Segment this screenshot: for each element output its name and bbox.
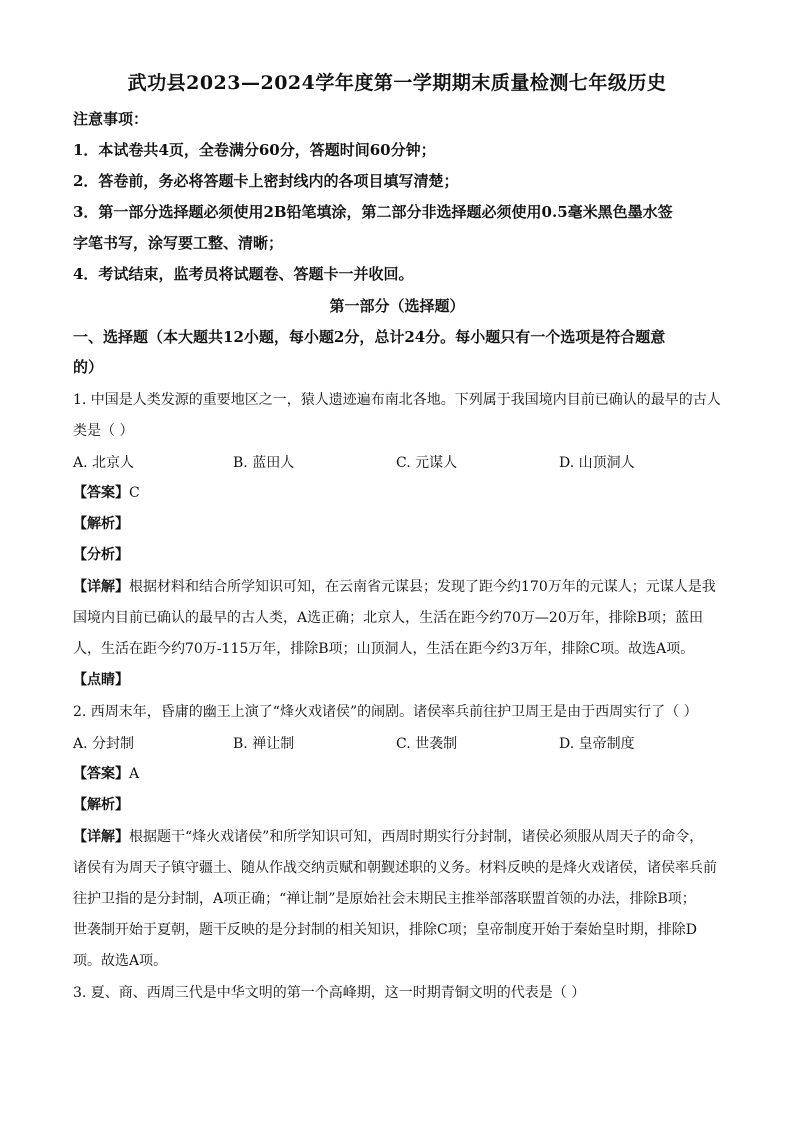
q1-analysis-label: 【解析】 [73,516,129,532]
q2-answer [73,763,733,785]
q1-stem-cont: 类是（ ） [73,423,134,439]
q2-detail-cont-4: 项。故选A项。 [73,953,168,969]
detail-label: 【详解】 [73,829,129,845]
q2-option-d: D. 皇帝制度 [559,736,635,752]
q2-detail-cont-1: 诸侯有为周天子镇守疆土、随从作战交纳贡赋和朝觐述职的义务。材料反映的是烽火戏诸侯，诸侯率兵前 [73,860,717,876]
answer-value: C [129,485,140,501]
q2-detail-cont-2: 往护卫指的是分封制，A项正确；“禅让制”是原始社会末期民主推举部落联盟首领的办法，排除B项； [73,891,696,907]
q2-stem: 2. 西周末年，昏庸的幽王上演了“烽火戏诸侯”的闹剧。诸侯率兵前往护卫周王是由于西周实行了（ ） [73,704,698,720]
q1-option-d: D. 山顶洞人 [559,455,635,471]
answer-label: 【答案】 [73,766,129,782]
answer-value: A [129,766,140,782]
q2-option-b: B. 禅让制 [233,736,295,752]
q1-fenxi-label: 【分析】 [73,547,129,563]
q1-detail-cont-1: 国境内目前已确认的最早的古人类，A选正确；北京人，生活在距今约70万—20万年，排除B项；蓝田 [73,610,704,626]
section1-instructions-cont: 的） [73,358,104,376]
q1-option-c: C. 元谋人 [396,455,458,471]
q1-answer [73,482,733,504]
q1-detail [73,576,733,598]
notice-item-1: 1．本试卷共4页，全卷满分60分，答题时间60分钟； [73,141,436,159]
detail-text: 根据材料和结合所学知识可知，在云南省元谋县；发现了距今约170万年的元谋人；元谋人是我 [129,579,716,595]
answer-label: 【答案】 [73,485,129,501]
q3-stem: 3. 夏、商、西周三代是中华文明的第一个高峰期，这一时期青铜文明的代表是（ ） [73,985,586,1001]
page-title: 武功县2023—2024学年度第一学期期末质量检测七年级历史 [127,72,667,94]
q1-stem: 1. 中国是人类发源的重要地区之一，猿人遗迹遍布南北各地。下列属于我国境内目前已确认的最早的古人 [73,392,721,408]
q1-detail-cont-2: 人，生活在距今约70万-115万年，排除B项；山顶洞人，生活在距今约3万年，排除C项。故选A项。 [73,641,695,657]
q2-option-c: C. 世袭制 [396,736,458,752]
notice-item-3-cont: 字笔书写，涂写要工整、清晰； [73,234,284,252]
q1-dianjing-label: 【点睛】 [73,672,129,688]
part1-heading: 第一部分（选择题） [329,297,465,315]
q2-option-a: A. 分封制 [73,736,135,752]
notice-item-3: 3．第一部分选择题必须使用2B铅笔填涂，第二部分非选择题必须使用0.5毫米黑色墨水签 [73,203,673,221]
section1-instructions: 一、选择题（本大题共12小题，每小题2分，总计24分。每小题只有一个选项是符合题意 [73,328,666,346]
q2-analysis-label: 【解析】 [73,797,129,813]
q2-detail [73,826,733,848]
detail-text: 根据题干“烽火戏诸侯”和所学知识可知，西周时期实行分封制，诸侯必须服从周天子的命令， [129,829,704,845]
detail-label: 【详解】 [73,579,129,595]
notice-heading: 注意事项： [73,110,149,128]
q1-option-a: A. 北京人 [73,455,135,471]
notice-item-4: 4．考试结束，监考员将试题卷、答题卡一并收回。 [73,265,414,283]
notice-item-2: 2．答卷前，务必将答题卡上密封线内的各项目填写清楚； [73,172,459,190]
q1-option-b: B. 蓝田人 [233,455,295,471]
q2-detail-cont-3: 世袭制开始于夏朝，题干反映的是分封制的相关知识，排除C项；皇帝制度开始于秦始皇时期，排除D [73,922,697,938]
